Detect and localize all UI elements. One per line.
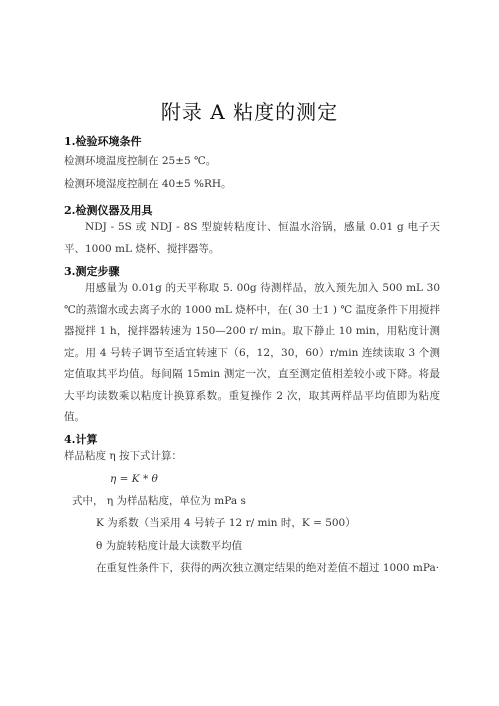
formula: η = K * θ — [110, 473, 158, 485]
temperature-line: 检测环境温度控制在 25±5 ℃。 — [64, 155, 217, 167]
section-2-heading: 2.检测仪器及用具 — [64, 204, 153, 217]
where-coefficient: K 为系数（当采用 4 号转子 12 r/ min 时，K = 500） — [96, 517, 356, 529]
where-viscosity: 式中， η 为样品粘度，单位为 mPa s — [72, 495, 246, 507]
calculation-intro: 样品粘度 η 按下式计算： — [64, 450, 182, 462]
page-title: 附录 A 粘度的测定 — [160, 100, 339, 124]
where-reading: θ 为旋转粘度计最大读数平均值 — [96, 540, 243, 552]
instruments-paragraph: NDJ - 5S 或 NDJ - 8S 型旋转粘度计、恒温水浴锅，感量 0.01 g 电子天平、1000 mL 烧杯、搅拌器等。 — [64, 221, 440, 255]
section-3-heading: 3.测定步骤 — [64, 265, 120, 278]
humidity-line: 检测环境湿度控制在 40±5 %RH。 — [64, 178, 232, 190]
procedure-paragraph: 用感量为 0.01g 的天平称取 5. 00g 待测样品，放入预先加入 500 mL 30 ℃的蒸馏水或去离子水的 1000 mL 烧杯中，在( 30 士1 ) ℃ 温度条件下用搅拌器搅拌 1 h，搅拌器转速为 150—200 r/ min。取下静止 10 min，用粘度计测定。用 4 号转子调节至适宜转速下（6，12，30，60）r/min 连续读取 3 个测定值取其平均值。每间隔 15min 测定一次，直至测定值相差较小或下降。将最大平均读数乘以粘度计换算系数。重复操作 2 次，取其两样品平均值即为粘度值。 — [64, 282, 440, 423]
repeatability-line: 在重复性条件下，获得的两次独立测定结果的绝对差值不超过 1000 mPa· — [96, 562, 440, 574]
section-1-heading: 1.检验环境条件 — [64, 135, 142, 148]
section-4-heading: 4.计算 — [64, 433, 98, 446]
